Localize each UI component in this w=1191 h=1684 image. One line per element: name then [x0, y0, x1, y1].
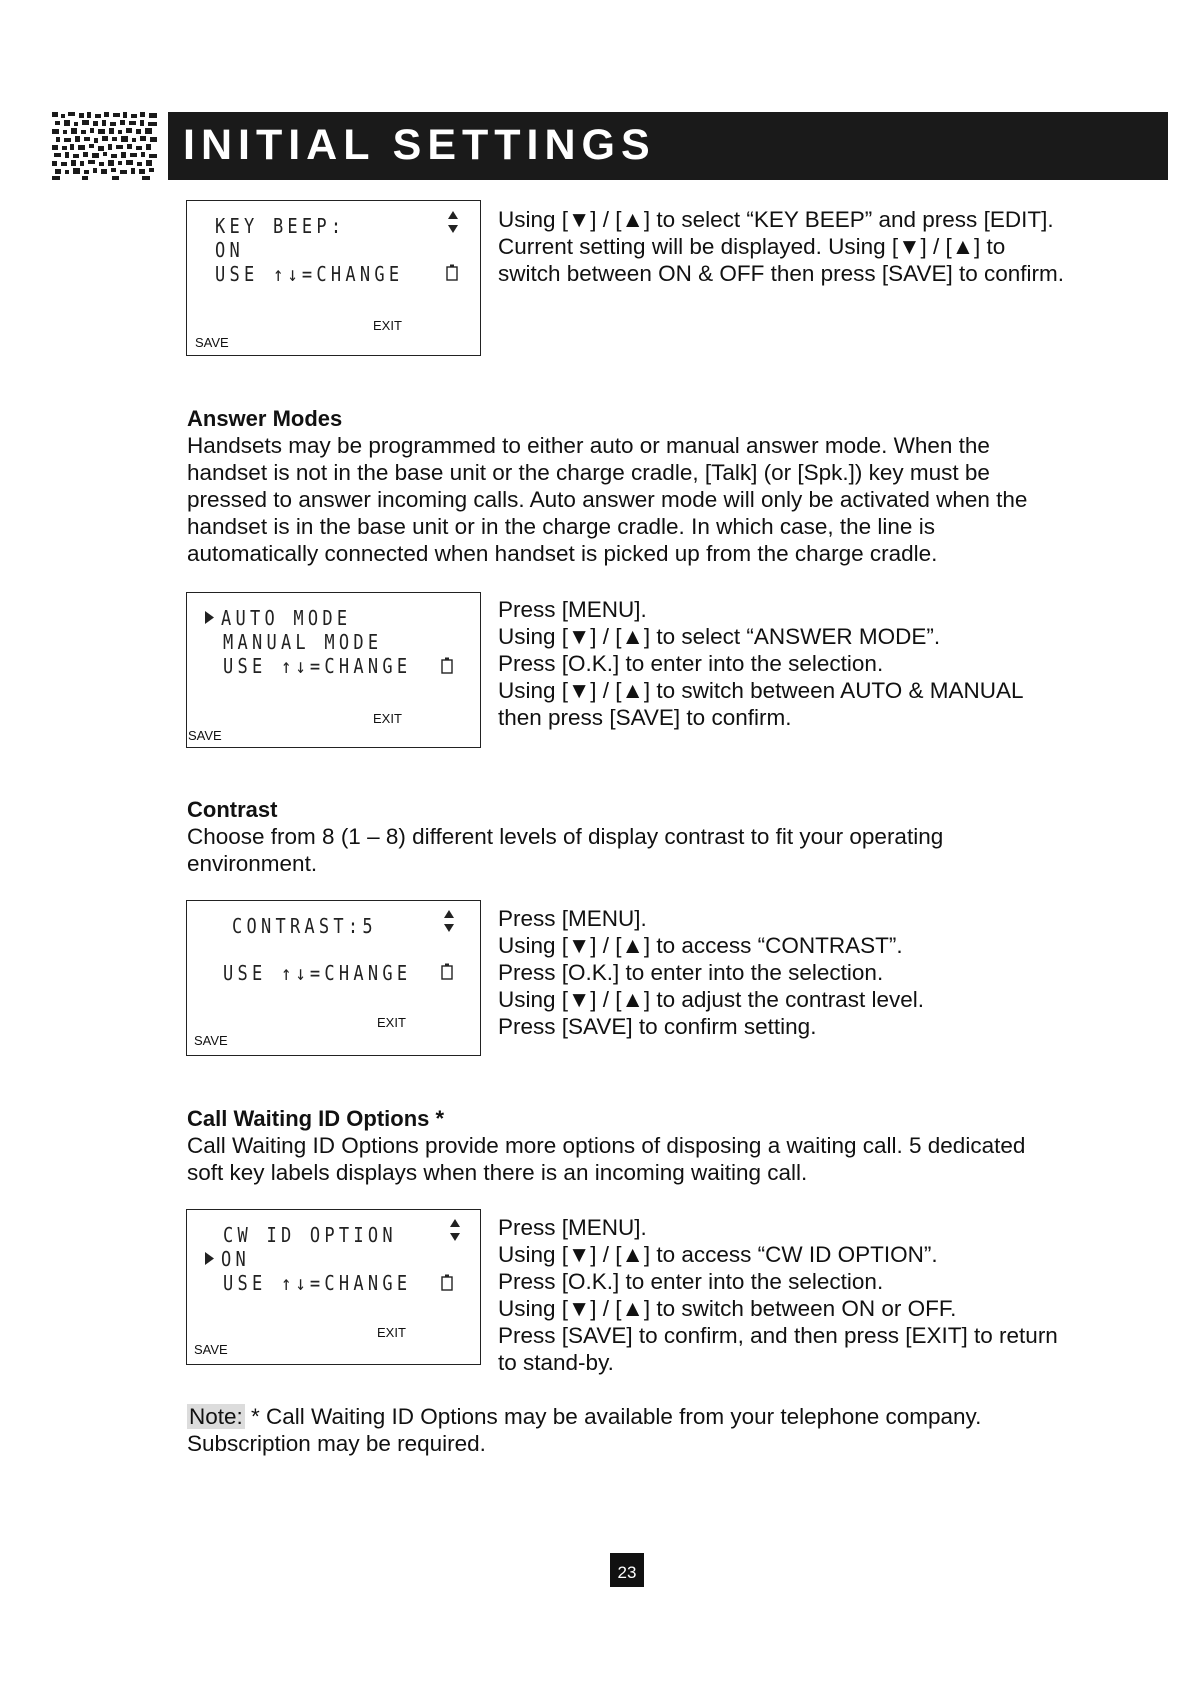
instruction-line: Press [MENU]. — [498, 597, 647, 622]
exit-softkey-label: EXIT — [373, 711, 402, 726]
save-softkey-label: SAVE — [194, 1342, 228, 1357]
lcd-screen-key-beep — [186, 200, 481, 356]
paragraph-line: Call Waiting ID Options provide more options of disposing a waiting call. 5 dedicated — [187, 1133, 1026, 1158]
lcd-screen-contrast — [186, 900, 481, 1056]
header-logo-pattern — [52, 112, 162, 180]
selection-arrow-icon — [205, 1252, 214, 1265]
paragraph-line: handset is in the base unit or in the charge cradle. In which case, the line is — [187, 514, 935, 539]
save-softkey-label: SAVE — [194, 1033, 228, 1048]
note-label: Note: — [189, 1404, 243, 1429]
lcd-line-1: AUTO MODE — [221, 606, 352, 630]
lcd-line-1: CW ID OPTION — [223, 1223, 397, 1247]
paragraph-line: Choose from 8 (1 – 8) different levels of display contrast to fit your operating — [187, 824, 944, 849]
instruction-line: Press [O.K.] to enter into the selection. — [498, 960, 884, 985]
selection-arrow-icon — [205, 611, 214, 624]
section-heading-cw-id: Call Waiting ID Options * — [187, 1106, 445, 1131]
lcd-line-3: USE ↑↓=CHANGE — [223, 1271, 412, 1295]
paragraph-line: handset is not in the base unit or the charge cradle, [Talk] (or [Spk.]) key must be — [187, 460, 990, 485]
save-softkey-label: SAVE — [195, 335, 229, 350]
lcd-line-1: KEY BEEP: — [215, 214, 346, 238]
paragraph-line: Handsets may be programmed to either auto or manual answer mode. When the — [187, 433, 990, 458]
instruction-line: Press [MENU]. — [498, 906, 647, 931]
cw-id-paragraph — [187, 1132, 1087, 1186]
lcd-line-2: ON — [221, 1247, 250, 1271]
note-text-line-2: Subscription may be required. — [187, 1431, 486, 1456]
cw-id-instructions — [498, 1214, 1088, 1376]
paragraph-line: soft key labels displays when there is an incoming waiting call. — [187, 1160, 808, 1185]
contrast-instructions — [498, 905, 1088, 1040]
instruction-line: Using [▼] / [▲] to access “CONTRAST”. — [498, 933, 903, 958]
instruction-line: Press [MENU]. — [498, 1215, 647, 1240]
instruction-line: Press [SAVE] to confirm setting. — [498, 1014, 817, 1039]
exit-softkey-label: EXIT — [377, 1325, 406, 1340]
up-down-arrow-icon — [449, 1219, 461, 1241]
lcd-line-3: USE ↑↓=CHANGE — [223, 961, 412, 985]
up-down-arrow-icon — [443, 910, 455, 932]
paragraph-line: pressed to answer incoming calls. Auto answer mode will only be activated when the — [187, 487, 1028, 512]
lcd-screen-answer-mode — [186, 592, 481, 748]
instruction-line: Using [▼] / [▲] to select “ANSWER MODE”. — [498, 624, 941, 649]
instruction-line: then press [SAVE] to confirm. — [498, 705, 792, 730]
contrast-paragraph — [187, 823, 1087, 877]
paragraph-line: environment. — [187, 851, 318, 876]
instruction-line: Using [▼] / [▲] to adjust the contrast level. — [498, 987, 924, 1012]
note — [187, 1403, 981, 1457]
instruction-line: Using [▼] / [▲] to access “CW ID OPTION”. — [498, 1242, 938, 1267]
battery-icon — [441, 1274, 453, 1291]
instruction-line: Press [O.K.] to enter into the selection. — [498, 651, 884, 676]
lcd-line-2: MANUAL MODE — [223, 630, 383, 654]
key-beep-instructions — [498, 206, 1088, 287]
instruction-line: Current setting will be displayed. Using [▼] / [▲] to — [498, 234, 1006, 259]
instruction-line: Using [▼] / [▲] to switch between ON or OFF. — [498, 1296, 957, 1321]
lcd-line-3: USE ↑↓=CHANGE — [215, 262, 404, 286]
note-text: * Call Waiting ID Options may be available from your telephone company. — [244, 1404, 982, 1429]
lcd-line-2: ON — [215, 238, 244, 262]
up-down-arrow-icon — [447, 211, 459, 233]
lcd-line-3: USE ↑↓=CHANGE — [223, 654, 412, 678]
battery-icon — [446, 264, 458, 281]
instruction-line: Press [SAVE] to confirm, and then press [EXIT] to return — [498, 1323, 1058, 1348]
instruction-line: switch between ON & OFF then press [SAVE] to confirm. — [498, 261, 1065, 286]
instruction-line: Press [O.K.] to enter into the selection. — [498, 1269, 884, 1294]
page-title: INITIAL SETTINGS — [183, 121, 656, 169]
page-number: 23 — [610, 1553, 644, 1587]
section-heading-contrast: Contrast — [187, 797, 278, 822]
instruction-line: to stand-by. — [498, 1350, 614, 1375]
instruction-line: Using [▼] / [▲] to select “KEY BEEP” and press [EDIT]. — [498, 207, 1054, 232]
exit-softkey-label: EXIT — [377, 1015, 406, 1030]
paragraph-line: automatically connected when handset is picked up from the charge cradle. — [187, 541, 938, 566]
battery-icon — [441, 963, 453, 980]
answer-mode-instructions — [498, 596, 1088, 731]
save-softkey-label: SAVE — [188, 728, 222, 743]
lcd-screen-cw-id — [186, 1209, 481, 1365]
lcd-line-1: CONTRAST:5 — [232, 914, 377, 938]
answer-modes-paragraph — [187, 432, 1087, 567]
instruction-line: Using [▼] / [▲] to switch between AUTO & MANUAL — [498, 678, 1024, 703]
section-heading-answer-modes: Answer Modes — [187, 406, 343, 431]
exit-softkey-label: EXIT — [373, 318, 402, 333]
battery-icon — [441, 657, 453, 674]
